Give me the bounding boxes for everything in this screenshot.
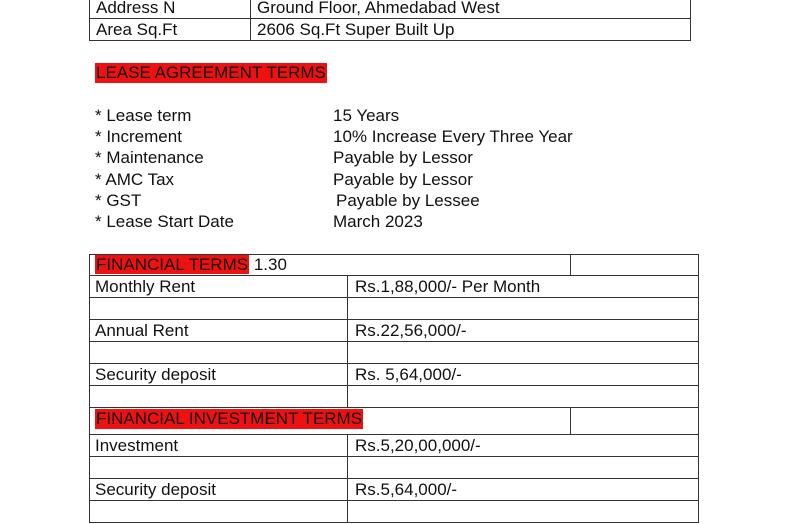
- spacer-cell: [89, 456, 348, 479]
- maintenance-value: Payable by Lessor: [333, 148, 473, 167]
- financial-heading: [95, 255, 287, 275]
- lease-term-label: * Lease term: [95, 106, 192, 125]
- investment-security-deposit-value: Rs.5,64,000/-: [355, 480, 458, 499]
- security-deposit-value: Rs. 5,64,000/-: [355, 365, 462, 384]
- maintenance-label: * Maintenance: [95, 148, 204, 167]
- lease-start-value: March 2023: [333, 212, 423, 231]
- annual-rent-label: Annual Rent: [95, 321, 189, 340]
- increment-value: 10% Increase Every Three Year: [333, 127, 573, 146]
- investment-security-deposit-label: Security deposit: [95, 480, 216, 499]
- financial-heading-suffix: 1.30: [249, 255, 287, 274]
- spacer-cell: [347, 456, 699, 479]
- amc-tax-value: Payable by Lessor: [333, 170, 473, 189]
- lease-start-label: * Lease Start Date: [95, 212, 234, 231]
- financial-heading-highlight: FINANCIAL TERMS: [96, 255, 249, 274]
- amc-tax-label: * AMC Tax: [95, 170, 175, 189]
- gst-value: Payable by Lessee: [336, 191, 480, 210]
- spacer-cell: [89, 500, 348, 523]
- spacer-cell: [347, 341, 699, 364]
- lease-heading: LEASE AGREEMENT TERMS: [96, 63, 326, 82]
- investment-heading: FINANCIAL INVESTMENT TERMS: [96, 409, 363, 428]
- spacer-cell: [347, 297, 699, 320]
- spacer-cell: [89, 297, 348, 320]
- spacer-cell: [347, 385, 699, 408]
- financial-heading-empty-cell: [570, 254, 699, 276]
- spacer-cell: [347, 500, 699, 523]
- increment-label: * Increment: [95, 127, 182, 146]
- lease-term-value: 15 Years: [333, 106, 400, 125]
- area-value: 2606 Sq.Ft Super Built Up: [257, 20, 455, 39]
- address-value: Ground Floor, Ahmedabad West: [257, 0, 500, 17]
- gst-label: * GST: [95, 191, 142, 210]
- spacer-cell: [89, 341, 348, 364]
- investment-value: Rs.5,20,00,000/-: [355, 436, 481, 455]
- monthly-rent-value: Rs.1,88,000/- Per Month: [355, 277, 541, 296]
- monthly-rent-label: Monthly Rent: [95, 277, 196, 296]
- investment-heading-empty-cell: [570, 407, 699, 435]
- spacer-cell: [89, 385, 348, 408]
- annual-rent-value: Rs.22,56,000/-: [355, 321, 467, 340]
- area-label: Area Sq.Ft: [96, 20, 178, 39]
- address-label: Address N: [96, 0, 176, 17]
- investment-label: Investment: [95, 436, 179, 455]
- security-deposit-label: Security deposit: [95, 365, 216, 384]
